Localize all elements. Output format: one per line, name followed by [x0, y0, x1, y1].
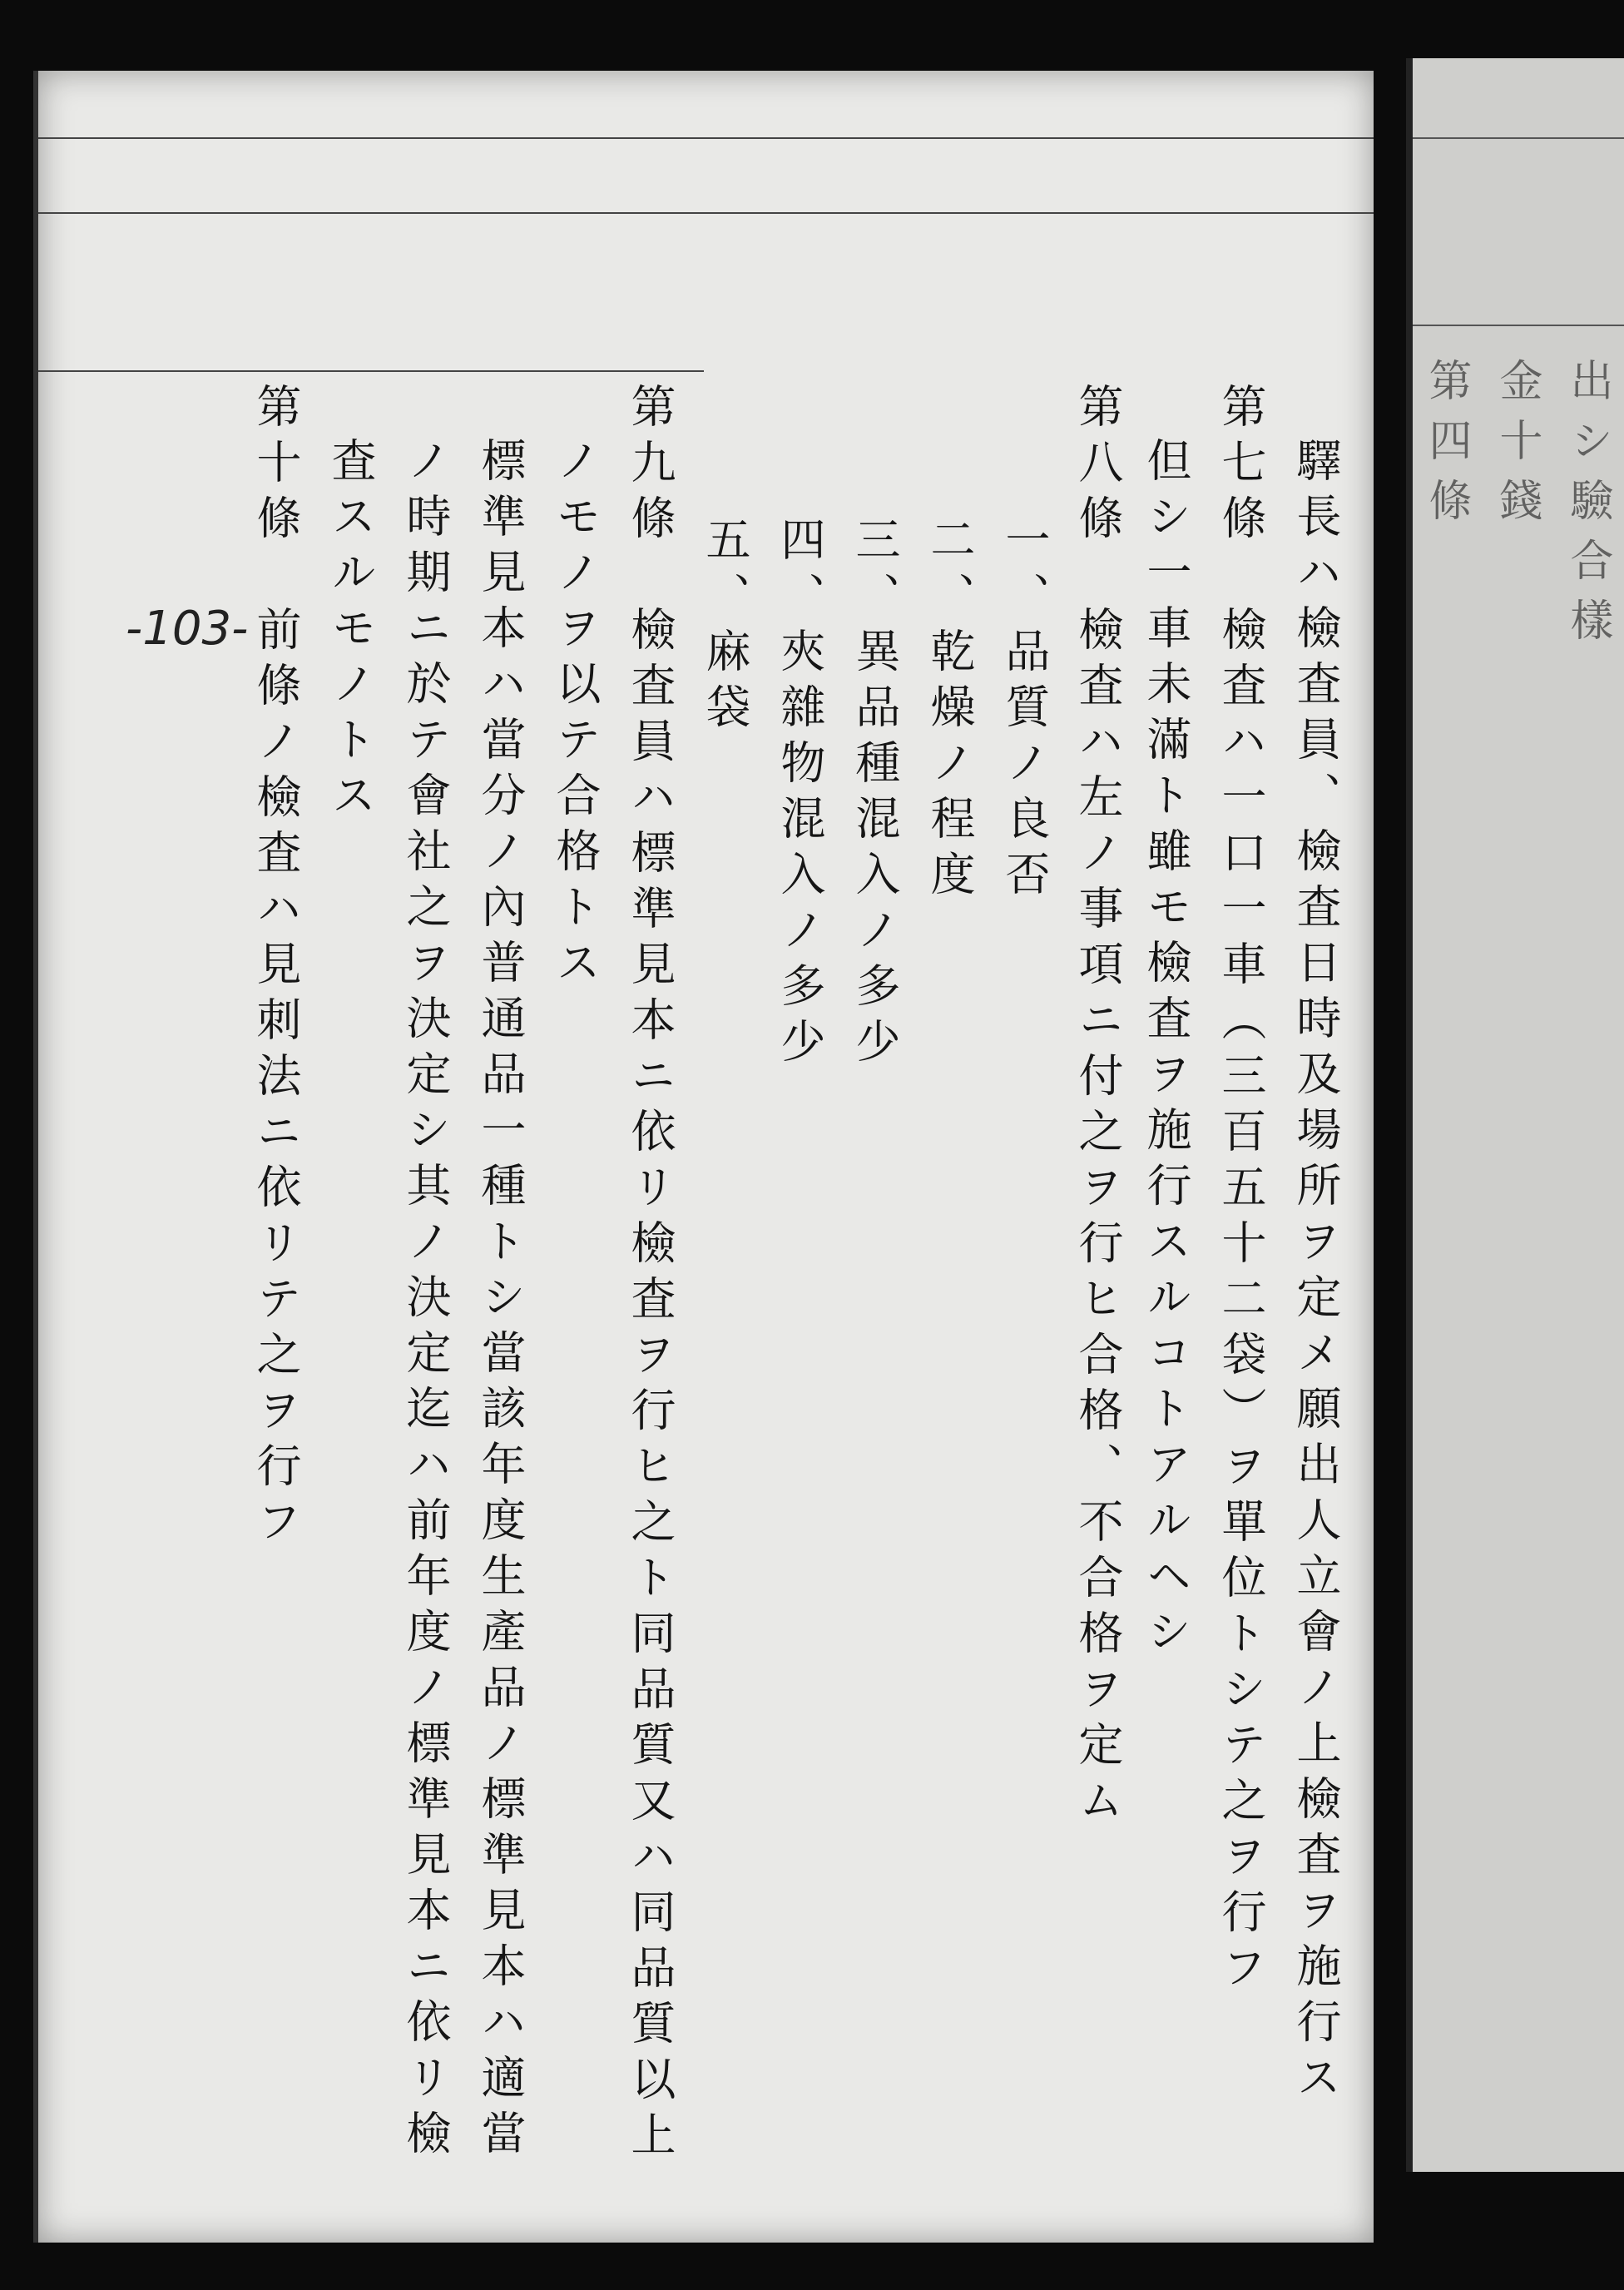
facing-page-edge: [1406, 58, 1624, 2172]
text-column: ノ時期ニ於テ會社之ヲ決定シ其ノ決定迄ハ前年度ノ標準見本ニ依リ檢: [399, 437, 452, 2165]
list-item: 二、乾燥ノ程度: [923, 516, 976, 906]
header-rule-2: [38, 212, 1374, 214]
text-column: ノモノヲ以テ合格トス: [549, 437, 602, 994]
text-column: 標準見本ハ當分ノ內普通品一種トシ當該年度生產品ノ標準見本ハ適當: [474, 437, 527, 2165]
page-number: -103-: [126, 602, 249, 656]
header-rule: [38, 137, 1374, 139]
section-rule: [38, 370, 704, 372]
text-column: 第七條 檢査ハ一口一車（三百五十二袋）ヲ單位トシテ之ヲ行フ: [1215, 383, 1267, 2000]
text-column: 第十條 前條ノ檢査ハ見刺法ニ依リテ之ヲ行フ: [250, 383, 302, 1554]
document-page: [33, 71, 1374, 2243]
facing-text-column: 出シ驗合樣: [1562, 358, 1612, 657]
text-column: 第九條 檢査員ハ標準見本ニ依リ檢査ヲ行ヒ之ト同品質又ハ同品質以上: [624, 383, 676, 2167]
list-item: 一、品質ノ良否: [998, 516, 1051, 906]
facing-text-column: 金十錢: [1492, 358, 1542, 538]
text-column: 驛長ハ檢査員、檢査日時及場所ヲ定メ願出人立會ノ上檢査ヲ施行ス: [1290, 437, 1342, 2109]
text-column: 但シ一車未滿ト雖モ檢査ヲ施行スルコトアルヘシ: [1140, 437, 1192, 1663]
text-column: 査スルモノトス: [324, 437, 377, 827]
facing-header-rule: [1413, 137, 1624, 139]
facing-text-column: 第四條: [1421, 358, 1471, 538]
list-item: 三、異品種混入ノ多少: [849, 516, 901, 1073]
list-item: 五、麻袋: [699, 516, 751, 739]
facing-header-rule-2: [1413, 325, 1624, 326]
list-item: 四、夾雜物混入ノ多少: [774, 516, 826, 1073]
text-column: 第八條 檢査ハ左ノ事項ニ付之ヲ行ヒ合格、不合格ヲ定ム: [1072, 383, 1124, 1832]
